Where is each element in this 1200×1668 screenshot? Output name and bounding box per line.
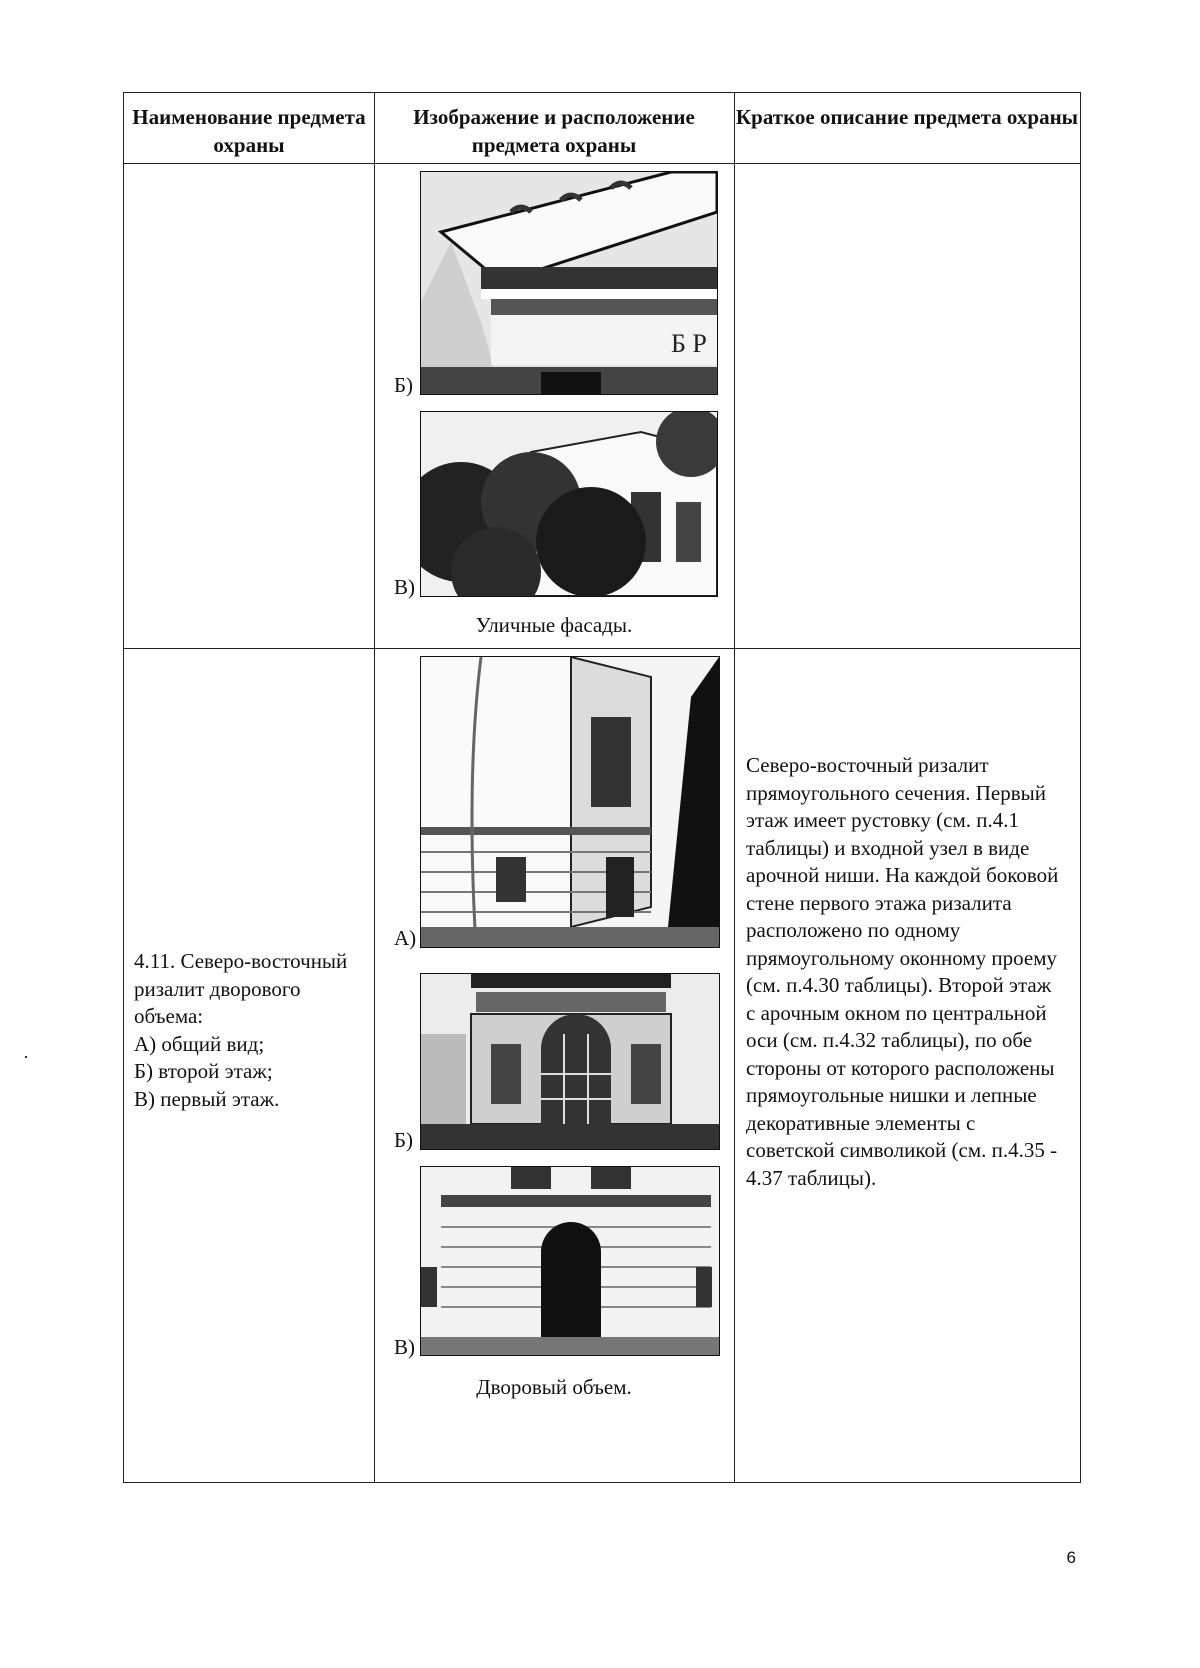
header-name: Наименование предмета охраны [132, 105, 366, 157]
column-divider [374, 93, 375, 1482]
photo-street-facade [420, 411, 718, 597]
photo-label: Б) [394, 1128, 414, 1152]
header-image: Изображение и расположение предмета охраны [413, 105, 695, 157]
row2-description: Северо-восточный ризалит прямоугольного сечения. Первый этаж имеет рустовку (см. п.4.1 таблицы) и входной узел в виде арочной ниши. На каждой боковой стене первого этажа ризалита расположено по одному прямоугольному оконному проему (см. п.4.30 таблицы). Второй этаж с арочным окном по центральной оси (см. п.4.32 таблицы), по обе стороны от которого расположены прямоугольные нишки и лепные декоративные элементы с советской символикой (см. п.4.35 - 4.37 таблицы). [746, 753, 1059, 1190]
photo-general-view [420, 656, 720, 948]
row1-caption: Уличные фасады. [475, 613, 633, 637]
photo-label: А) [394, 926, 417, 950]
photo-second-floor [420, 973, 720, 1150]
row-divider [124, 648, 1080, 649]
photo-label: В) [394, 575, 415, 599]
row2-caption: Дворовый объем. [476, 1375, 632, 1399]
header-description: Краткое описание предмета охраны [735, 105, 1079, 129]
svg-text:Б Р: Б Р [671, 329, 707, 358]
page-number: 6 [1066, 1548, 1076, 1567]
header-divider [124, 163, 1080, 164]
protection-table [123, 92, 1081, 1483]
photo-label: Б) [394, 373, 414, 397]
photo-cornice [420, 171, 718, 395]
row2-name: 4.11. Северо-восточный ризалит дворового объема: А) общий вид; Б) второй этаж; В) первый этаж. [134, 949, 348, 1111]
scan-artifact [25, 1056, 27, 1058]
column-divider [734, 93, 735, 1482]
photo-first-floor [420, 1166, 720, 1356]
photo-label: В) [394, 1335, 415, 1359]
